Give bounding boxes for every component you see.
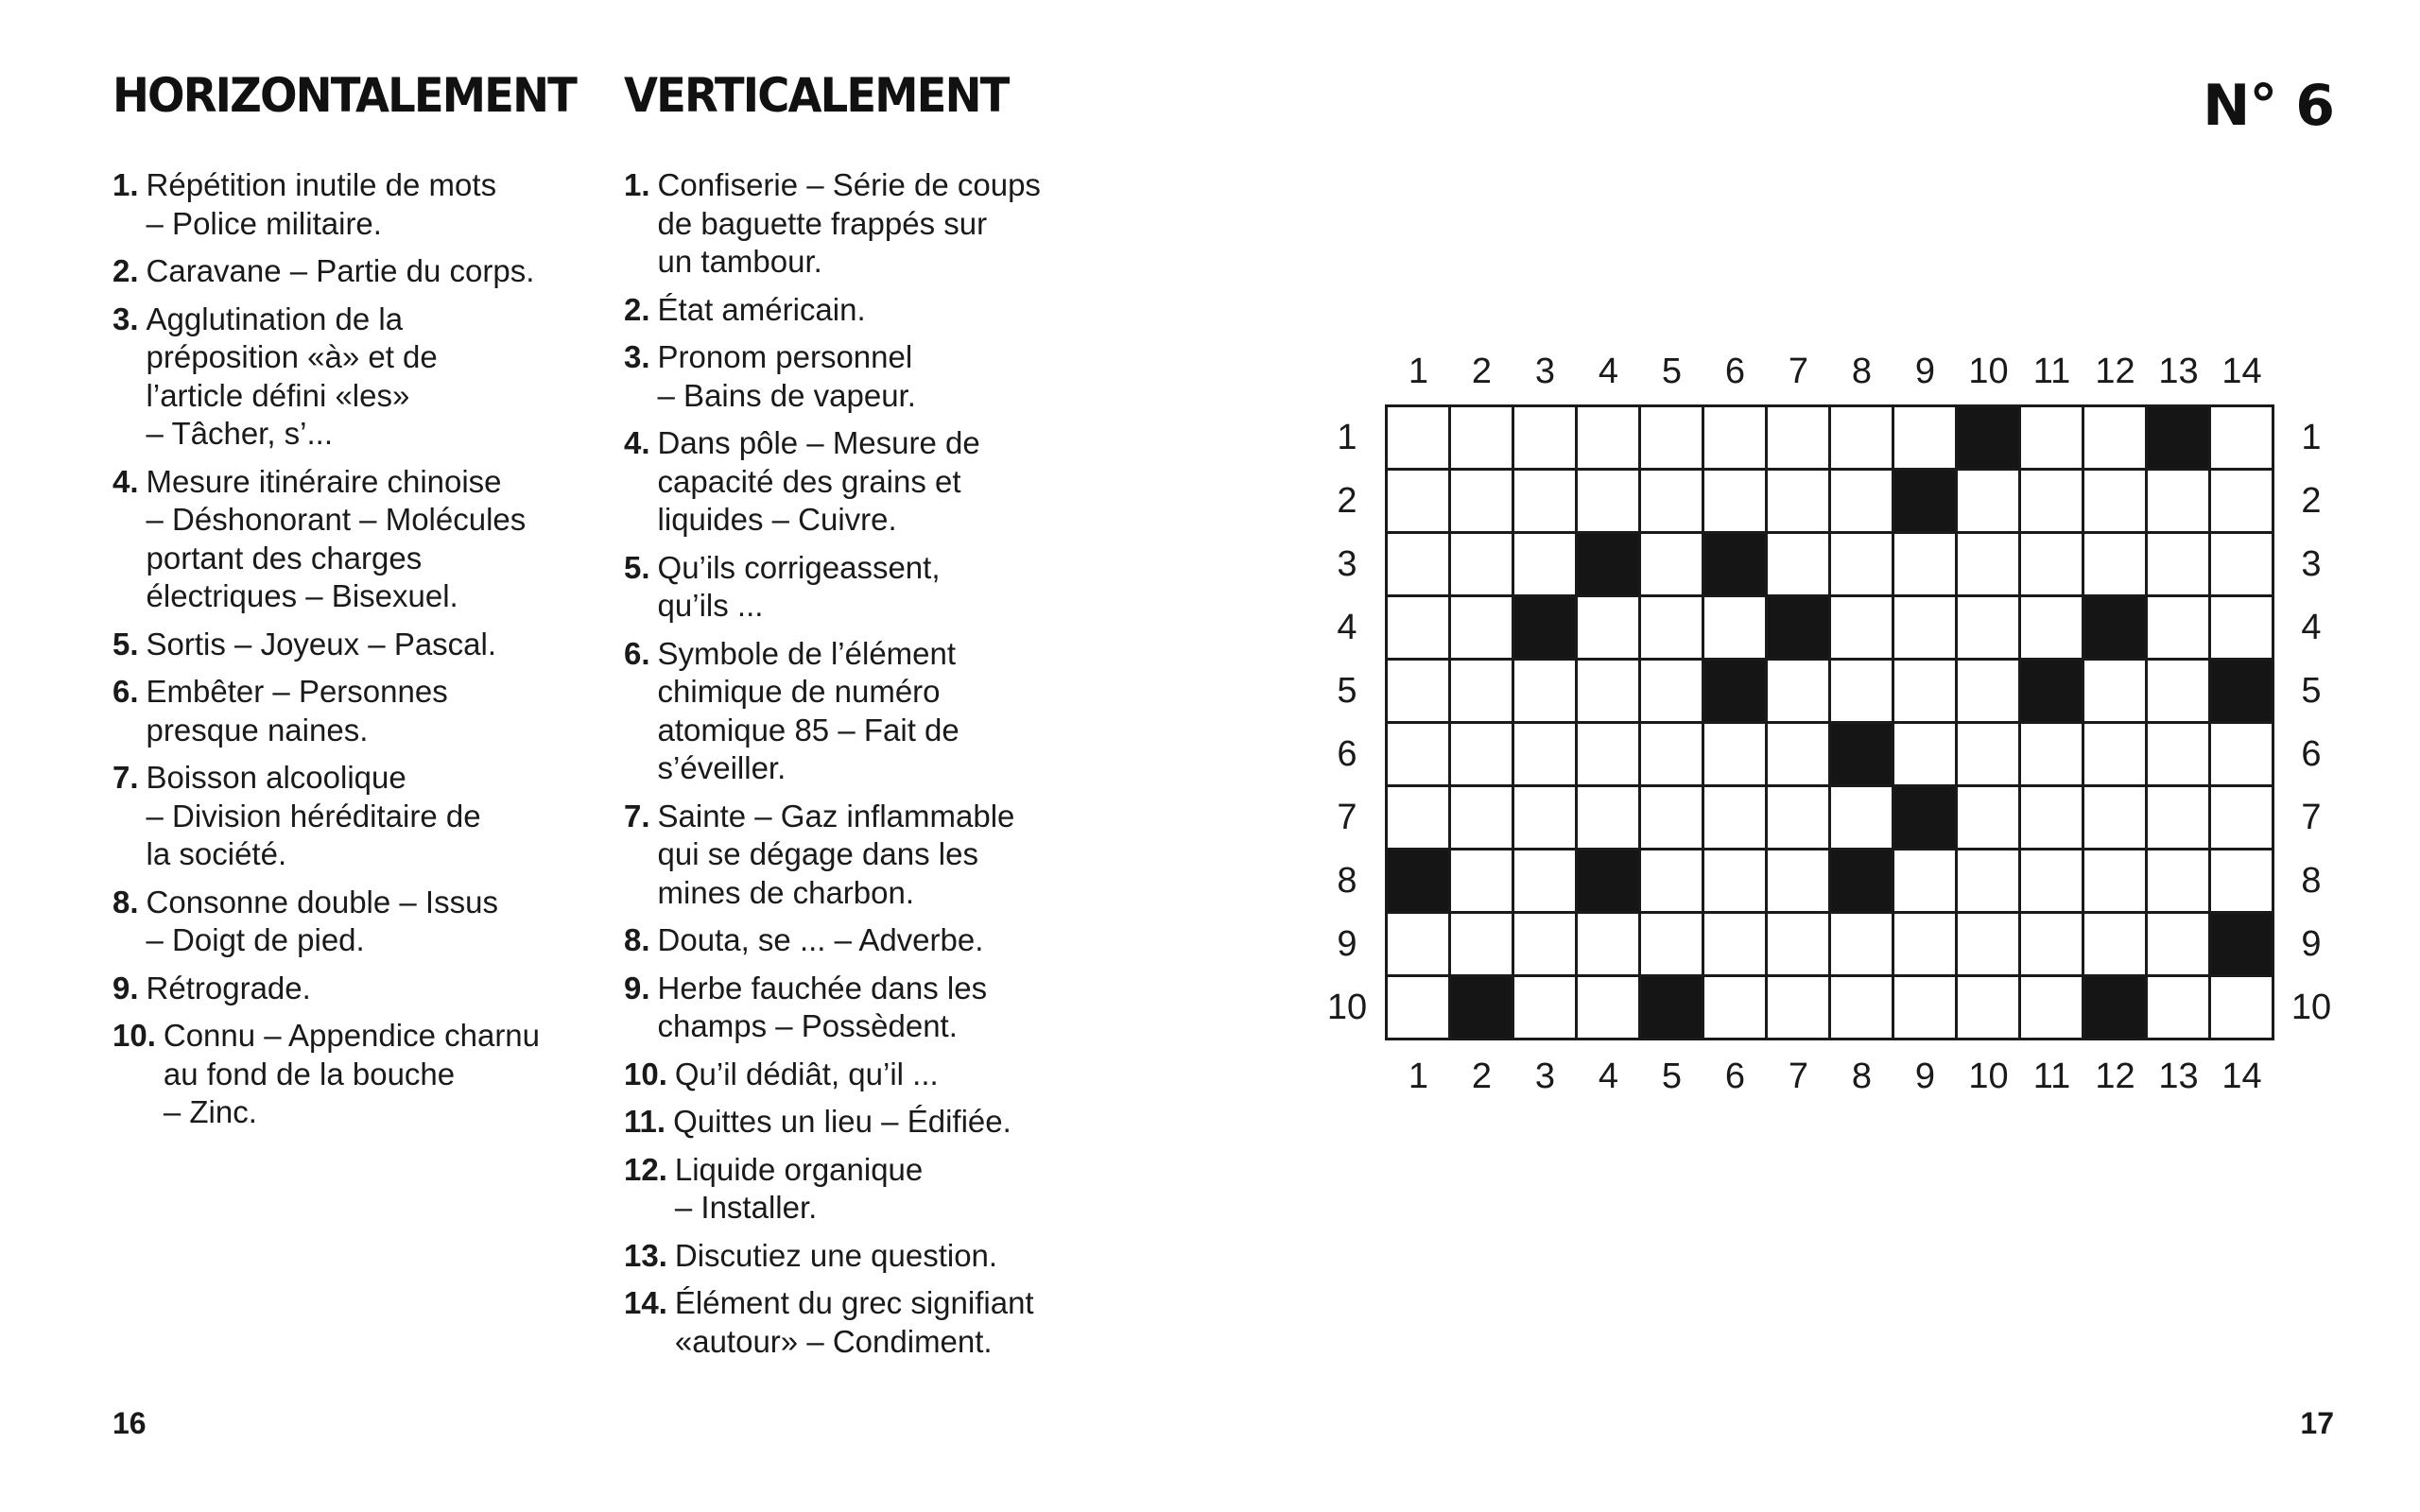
grid-cell[interactable] xyxy=(1831,787,1894,850)
grid-cell[interactable] xyxy=(1704,724,1768,787)
grid-cell[interactable] xyxy=(2211,724,2274,787)
black-cell xyxy=(1894,471,1958,534)
grid-cell[interactable] xyxy=(1388,661,1451,724)
grid-cell[interactable] xyxy=(1958,597,2021,661)
grid-cell[interactable] xyxy=(2211,471,2274,534)
grid-cell[interactable] xyxy=(1958,914,2021,977)
grid-cell[interactable] xyxy=(1641,850,1704,914)
black-cell xyxy=(1578,850,1641,914)
vertical-clue-list xyxy=(624,166,1115,1370)
grid-cell[interactable] xyxy=(2084,407,2148,471)
clue-item xyxy=(624,1103,1115,1142)
black-cell xyxy=(1578,534,1641,597)
clue-number: 10. xyxy=(624,1056,667,1091)
grid-cell[interactable] xyxy=(2021,724,2084,787)
grid-cell[interactable] xyxy=(2148,661,2211,724)
clue-number: 9. xyxy=(624,970,650,1005)
grid-cell[interactable] xyxy=(1578,661,1641,724)
grid-cell[interactable] xyxy=(2021,407,2084,471)
column-label-top: 7 xyxy=(1788,352,1809,391)
clue-item xyxy=(624,166,1115,282)
grid-cell[interactable] xyxy=(1704,914,1768,977)
clue-number: 8. xyxy=(112,884,139,919)
column-label-bottom: 14 xyxy=(2221,1057,2262,1096)
clue-item xyxy=(112,626,604,664)
clue-number: 3. xyxy=(112,301,139,336)
grid-cell[interactable] xyxy=(1514,534,1578,597)
grid-cell[interactable] xyxy=(2021,471,2084,534)
black-cell xyxy=(1831,724,1894,787)
grid-cell[interactable] xyxy=(1451,471,1514,534)
clue-item xyxy=(624,338,1115,415)
column-label-bottom: 1 xyxy=(1408,1057,1429,1096)
black-cell xyxy=(1958,407,2021,471)
clue-text: Caravane – Partie du corps. xyxy=(146,253,535,288)
grid-cell[interactable] xyxy=(1514,914,1578,977)
clue-item xyxy=(624,1151,1115,1228)
grid-cell[interactable] xyxy=(2148,597,2211,661)
row-label-left: 3 xyxy=(1337,544,1357,584)
black-cell xyxy=(1894,787,1958,850)
grid-cell[interactable] xyxy=(1514,850,1578,914)
grid-cell[interactable] xyxy=(1641,724,1704,787)
column-label-bottom: 11 xyxy=(2032,1057,2071,1096)
clue-text: Connu – Appendice charnu au fond de la bouche – Zinc. xyxy=(163,1018,541,1129)
black-cell xyxy=(2211,661,2274,724)
grid-cell[interactable] xyxy=(2211,787,2274,850)
column-label-top: 12 xyxy=(2095,352,2135,391)
clue-number: 11. xyxy=(624,1104,666,1139)
grid-cell[interactable] xyxy=(1958,661,2021,724)
grid-cell[interactable] xyxy=(1451,597,1514,661)
grid-cell[interactable] xyxy=(1578,977,1641,1040)
black-cell xyxy=(1704,661,1768,724)
grid-cell[interactable] xyxy=(1514,407,1578,471)
clue-text: Consonne double – Issus – Doigt de pied. xyxy=(146,884,498,957)
grid-cell[interactable] xyxy=(2211,597,2274,661)
clue-number: 1. xyxy=(624,167,650,202)
grid-cell[interactable] xyxy=(1768,724,1831,787)
clue-text: Élément du grec signifiant «autour» – Condiment. xyxy=(674,1285,1034,1359)
clue-item xyxy=(112,884,604,960)
grid-cell[interactable] xyxy=(2148,914,2211,977)
grid-cell[interactable] xyxy=(1831,534,1894,597)
clue-item xyxy=(624,798,1115,913)
column-label-top: 1 xyxy=(1408,352,1429,391)
clue-text: Boisson alcoolique – Division héréditaire de la société. xyxy=(146,760,481,871)
grid-cell[interactable] xyxy=(2021,914,2084,977)
clue-item xyxy=(624,1237,1115,1276)
grid-cell[interactable] xyxy=(1704,787,1768,850)
clue-number: 1. xyxy=(112,167,139,202)
grid-cell[interactable] xyxy=(1641,471,1704,534)
grid-cell[interactable] xyxy=(1831,914,1894,977)
column-label-top: 13 xyxy=(2158,352,2199,391)
grid-cell[interactable] xyxy=(1578,407,1641,471)
clue-item xyxy=(624,291,1115,330)
row-label-left: 6 xyxy=(1337,734,1357,774)
row-label-right: 4 xyxy=(2301,608,2322,647)
clue-number: 12. xyxy=(624,1151,667,1187)
grid-cell[interactable] xyxy=(2021,534,2084,597)
grid-cell[interactable] xyxy=(1831,407,1894,471)
clue-number: 13. xyxy=(624,1237,667,1273)
row-label-right: 2 xyxy=(2301,481,2322,521)
grid-cell[interactable] xyxy=(1958,787,2021,850)
grid-cell[interactable] xyxy=(2211,534,2274,597)
clue-number: 3. xyxy=(624,339,650,374)
row-label-left: 5 xyxy=(1337,671,1357,711)
column-label-top: 10 xyxy=(1968,352,2009,391)
grid-cell[interactable] xyxy=(1514,787,1578,850)
black-cell xyxy=(2084,597,2148,661)
row-label-left: 7 xyxy=(1337,798,1357,837)
grid-cell[interactable] xyxy=(1704,977,1768,1040)
grid-cell[interactable] xyxy=(2084,914,2148,977)
row-label-left: 8 xyxy=(1337,861,1357,901)
black-cell xyxy=(2211,914,2274,977)
grid-cell[interactable] xyxy=(1958,471,2021,534)
clue-number: 8. xyxy=(624,922,650,957)
right-page-number: 17 xyxy=(2300,1406,2334,1440)
clue-text: Qu’ils corrigeassent, qu’ils ... xyxy=(657,549,941,623)
grid-cell[interactable] xyxy=(2148,534,2211,597)
grid-cell[interactable] xyxy=(1768,471,1831,534)
black-cell xyxy=(1831,850,1894,914)
grid-cell[interactable] xyxy=(2084,724,2148,787)
row-label-left: 4 xyxy=(1337,608,1357,647)
column-label-bottom: 7 xyxy=(1788,1057,1809,1096)
clue-text: État américain. xyxy=(657,291,866,327)
grid-cell[interactable] xyxy=(2211,977,2274,1040)
column-label-top: 3 xyxy=(1534,352,1556,391)
column-label-bottom: 9 xyxy=(1914,1057,1936,1096)
clue-text: Symbole de l’élément chimique de numéro atomique 85 – Fait de s’éveiller. xyxy=(657,635,959,785)
black-cell xyxy=(2021,661,2084,724)
clue-number: 14. xyxy=(624,1285,667,1320)
grid-cell[interactable] xyxy=(1388,534,1451,597)
grid-cell[interactable] xyxy=(1451,724,1514,787)
grid-cell[interactable] xyxy=(1641,534,1704,597)
clue-item xyxy=(624,970,1115,1046)
clue-item xyxy=(112,252,604,291)
column-label-top: 5 xyxy=(1661,352,1683,391)
black-cell xyxy=(1704,534,1768,597)
clue-number: 2. xyxy=(112,253,139,288)
clue-number: 5. xyxy=(112,626,139,662)
clue-text: Mesure itinéraire chinoise – Déshonorant – Molécules portant des charges électriques – Bisexuel. xyxy=(146,463,527,613)
grid-cell[interactable] xyxy=(1641,407,1704,471)
grid-cell[interactable] xyxy=(1831,977,1894,1040)
column-label-top: 8 xyxy=(1851,352,1873,391)
grid-cell[interactable] xyxy=(2148,724,2211,787)
grid-cell[interactable] xyxy=(1451,914,1514,977)
clue-item xyxy=(112,970,604,1008)
grid-cell[interactable] xyxy=(1514,661,1578,724)
grid-cell[interactable] xyxy=(1388,914,1451,977)
grid-cell[interactable] xyxy=(1388,724,1451,787)
clue-text: Rétrograde. xyxy=(146,970,311,1005)
grid-cell[interactable] xyxy=(1704,407,1768,471)
grid-cell[interactable] xyxy=(1451,661,1514,724)
grid-cell[interactable] xyxy=(1894,914,1958,977)
clue-text: Sortis – Joyeux – Pascal. xyxy=(146,626,497,662)
clue-item xyxy=(112,301,604,454)
grid-cell[interactable] xyxy=(1451,850,1514,914)
clue-item xyxy=(112,759,604,874)
grid-cell[interactable] xyxy=(1641,787,1704,850)
clue-text: Liquide organique – Installer. xyxy=(674,1151,924,1225)
clue-item xyxy=(624,1056,1115,1094)
grid-cell[interactable] xyxy=(1451,787,1514,850)
grid-cell[interactable] xyxy=(2211,407,2274,471)
column-label-bottom: 2 xyxy=(1471,1057,1493,1096)
clue-item xyxy=(112,673,604,749)
row-label-right: 10 xyxy=(2290,988,2332,1027)
row-label-left: 1 xyxy=(1337,418,1357,457)
vertical-clues-title: VERTICALEMENT xyxy=(624,68,1009,123)
column-label-top: 4 xyxy=(1598,352,1619,391)
grid-cell[interactable] xyxy=(1451,534,1514,597)
column-label-top: 11 xyxy=(2032,352,2071,391)
clue-number: 9. xyxy=(112,970,139,1005)
grid-cell[interactable] xyxy=(2021,597,2084,661)
clue-number: 5. xyxy=(624,549,650,585)
column-label-bottom: 3 xyxy=(1534,1057,1556,1096)
grid-cell[interactable] xyxy=(1894,724,1958,787)
row-label-right: 5 xyxy=(2301,671,2322,711)
clue-text: Qu’il dédiât, qu’il ... xyxy=(674,1056,939,1091)
clue-item xyxy=(112,166,604,243)
grid-cell[interactable] xyxy=(2084,471,2148,534)
horizontal-clues-title: HORIZONTALEMENT xyxy=(112,68,576,123)
clue-text: Discutiez une question. xyxy=(674,1237,998,1273)
grid-cell[interactable] xyxy=(1514,724,1578,787)
grid-cell[interactable] xyxy=(2148,850,2211,914)
black-cell xyxy=(1451,977,1514,1040)
clue-number: 10. xyxy=(112,1018,156,1053)
clue-item xyxy=(624,424,1115,540)
column-label-bottom: 12 xyxy=(2095,1057,2135,1096)
black-cell xyxy=(1641,977,1704,1040)
grid-cell[interactable] xyxy=(1578,914,1641,977)
row-label-right: 6 xyxy=(2301,734,2322,774)
row-label-right: 8 xyxy=(2301,861,2322,901)
clue-text: Sainte – Gaz inflammable qui se dégage dans les mines de charbon. xyxy=(657,798,1015,910)
column-label-bottom: 13 xyxy=(2158,1057,2199,1096)
grid-cell[interactable] xyxy=(2148,787,2211,850)
column-label-bottom: 5 xyxy=(1661,1057,1683,1096)
grid-cell[interactable] xyxy=(1388,977,1451,1040)
clue-text: Agglutination de la préposition «à» et de l’article défini «les» – Tâcher, s’... xyxy=(146,301,438,451)
grid-cell[interactable] xyxy=(2148,977,2211,1040)
row-label-right: 3 xyxy=(2301,544,2322,584)
puzzle-number: N° 6 xyxy=(2203,73,2334,139)
grid-cell[interactable] xyxy=(1894,977,1958,1040)
clue-text: Herbe fauchée dans les champs – Possèdent. xyxy=(657,970,988,1043)
black-cell xyxy=(1768,597,1831,661)
grid-cell[interactable] xyxy=(2021,977,2084,1040)
grid-cell[interactable] xyxy=(1578,724,1641,787)
grid-cell[interactable] xyxy=(2084,850,2148,914)
grid-cell[interactable] xyxy=(1768,787,1831,850)
grid-cell[interactable] xyxy=(1894,534,1958,597)
grid-cell[interactable] xyxy=(1578,597,1641,661)
grid-cell[interactable] xyxy=(1768,661,1831,724)
clue-text: Quittes un lieu – Édifiée. xyxy=(673,1104,1011,1139)
row-label-left: 9 xyxy=(1337,924,1357,964)
clue-number: 7. xyxy=(112,760,139,795)
grid-cell[interactable] xyxy=(1641,661,1704,724)
clue-text: Dans pôle – Mesure de capacité des grains et liquides – Cuivre. xyxy=(657,425,980,537)
clue-item xyxy=(624,1284,1115,1361)
clue-number: 7. xyxy=(624,798,650,833)
grid-cell[interactable] xyxy=(1768,914,1831,977)
grid-cell[interactable] xyxy=(1514,977,1578,1040)
grid-cell[interactable] xyxy=(1958,724,2021,787)
clue-item xyxy=(112,1017,604,1132)
clue-number: 6. xyxy=(112,674,139,709)
clue-number: 4. xyxy=(112,463,139,499)
column-label-top: 14 xyxy=(2221,352,2262,391)
row-label-right: 1 xyxy=(2301,418,2322,457)
grid-cell[interactable] xyxy=(2148,471,2211,534)
column-label-bottom: 8 xyxy=(1851,1057,1873,1096)
clue-text: Confiserie – Série de coups de baguette frappés sur un tambour. xyxy=(657,167,1041,279)
black-cell xyxy=(2148,407,2211,471)
grid-cell[interactable] xyxy=(1894,661,1958,724)
grid-cell[interactable] xyxy=(1768,534,1831,597)
column-label-top: 6 xyxy=(1724,352,1746,391)
grid-cell[interactable] xyxy=(2084,787,2148,850)
grid-cell[interactable] xyxy=(1388,471,1451,534)
grid-cell[interactable] xyxy=(1768,850,1831,914)
grid-cell[interactable] xyxy=(1958,534,2021,597)
grid-cell[interactable] xyxy=(1388,787,1451,850)
grid-cell[interactable] xyxy=(1894,597,1958,661)
clue-text: Pronom personnel – Bains de vapeur. xyxy=(657,339,916,413)
clue-text: Douta, se ... – Adverbe. xyxy=(657,922,984,957)
clue-item xyxy=(624,921,1115,960)
clue-item xyxy=(112,463,604,616)
grid-cell[interactable] xyxy=(1894,850,1958,914)
grid-cell[interactable] xyxy=(1388,597,1451,661)
grid-cell[interactable] xyxy=(2211,850,2274,914)
clue-text: Embêter – Personnes presque naines. xyxy=(146,674,448,747)
left-page-number: 16 xyxy=(112,1406,147,1440)
grid-cell[interactable] xyxy=(1388,407,1451,471)
grid-cell[interactable] xyxy=(1831,597,1894,661)
black-cell xyxy=(1388,850,1451,914)
clue-text: Répétition inutile de mots – Police militaire. xyxy=(146,167,497,241)
grid-cell[interactable] xyxy=(2021,850,2084,914)
grid-cell[interactable] xyxy=(1894,407,1958,471)
grid-cell[interactable] xyxy=(1768,977,1831,1040)
column-label-bottom: 4 xyxy=(1598,1057,1619,1096)
grid-cell[interactable] xyxy=(2084,534,2148,597)
clue-number: 2. xyxy=(624,291,650,327)
grid-cell[interactable] xyxy=(2084,661,2148,724)
grid-cell[interactable] xyxy=(1641,597,1704,661)
grid-cell[interactable] xyxy=(1958,977,2021,1040)
column-label-bottom: 6 xyxy=(1724,1057,1746,1096)
grid-cell[interactable] xyxy=(1578,471,1641,534)
clue-item xyxy=(624,635,1115,788)
row-label-left: 2 xyxy=(1337,481,1357,521)
row-label-right: 9 xyxy=(2301,924,2322,964)
grid-cell[interactable] xyxy=(1831,471,1894,534)
grid-cell[interactable] xyxy=(1831,661,1894,724)
grid-cell[interactable] xyxy=(1704,597,1768,661)
grid-cell[interactable] xyxy=(1451,407,1514,471)
column-label-bottom: 10 xyxy=(1968,1057,2009,1096)
clue-item xyxy=(624,549,1115,626)
horizontal-clue-list xyxy=(112,166,604,1142)
black-cell xyxy=(2084,977,2148,1040)
clue-number: 6. xyxy=(624,635,650,671)
grid-cell[interactable] xyxy=(1704,471,1768,534)
clue-number: 4. xyxy=(624,425,650,460)
grid-cell[interactable] xyxy=(1641,914,1704,977)
crossword-grid xyxy=(1385,404,2274,1040)
grid-cell[interactable] xyxy=(1514,471,1578,534)
column-label-top: 2 xyxy=(1471,352,1493,391)
grid-cell[interactable] xyxy=(1578,787,1641,850)
row-label-right: 7 xyxy=(2301,798,2322,837)
grid-cell[interactable] xyxy=(1704,850,1768,914)
black-cell xyxy=(1514,597,1578,661)
grid-cell[interactable] xyxy=(2021,787,2084,850)
row-label-left: 10 xyxy=(1326,988,1368,1027)
grid-cell[interactable] xyxy=(1958,850,2021,914)
grid-cell[interactable] xyxy=(1768,407,1831,471)
column-label-top: 9 xyxy=(1914,352,1936,391)
